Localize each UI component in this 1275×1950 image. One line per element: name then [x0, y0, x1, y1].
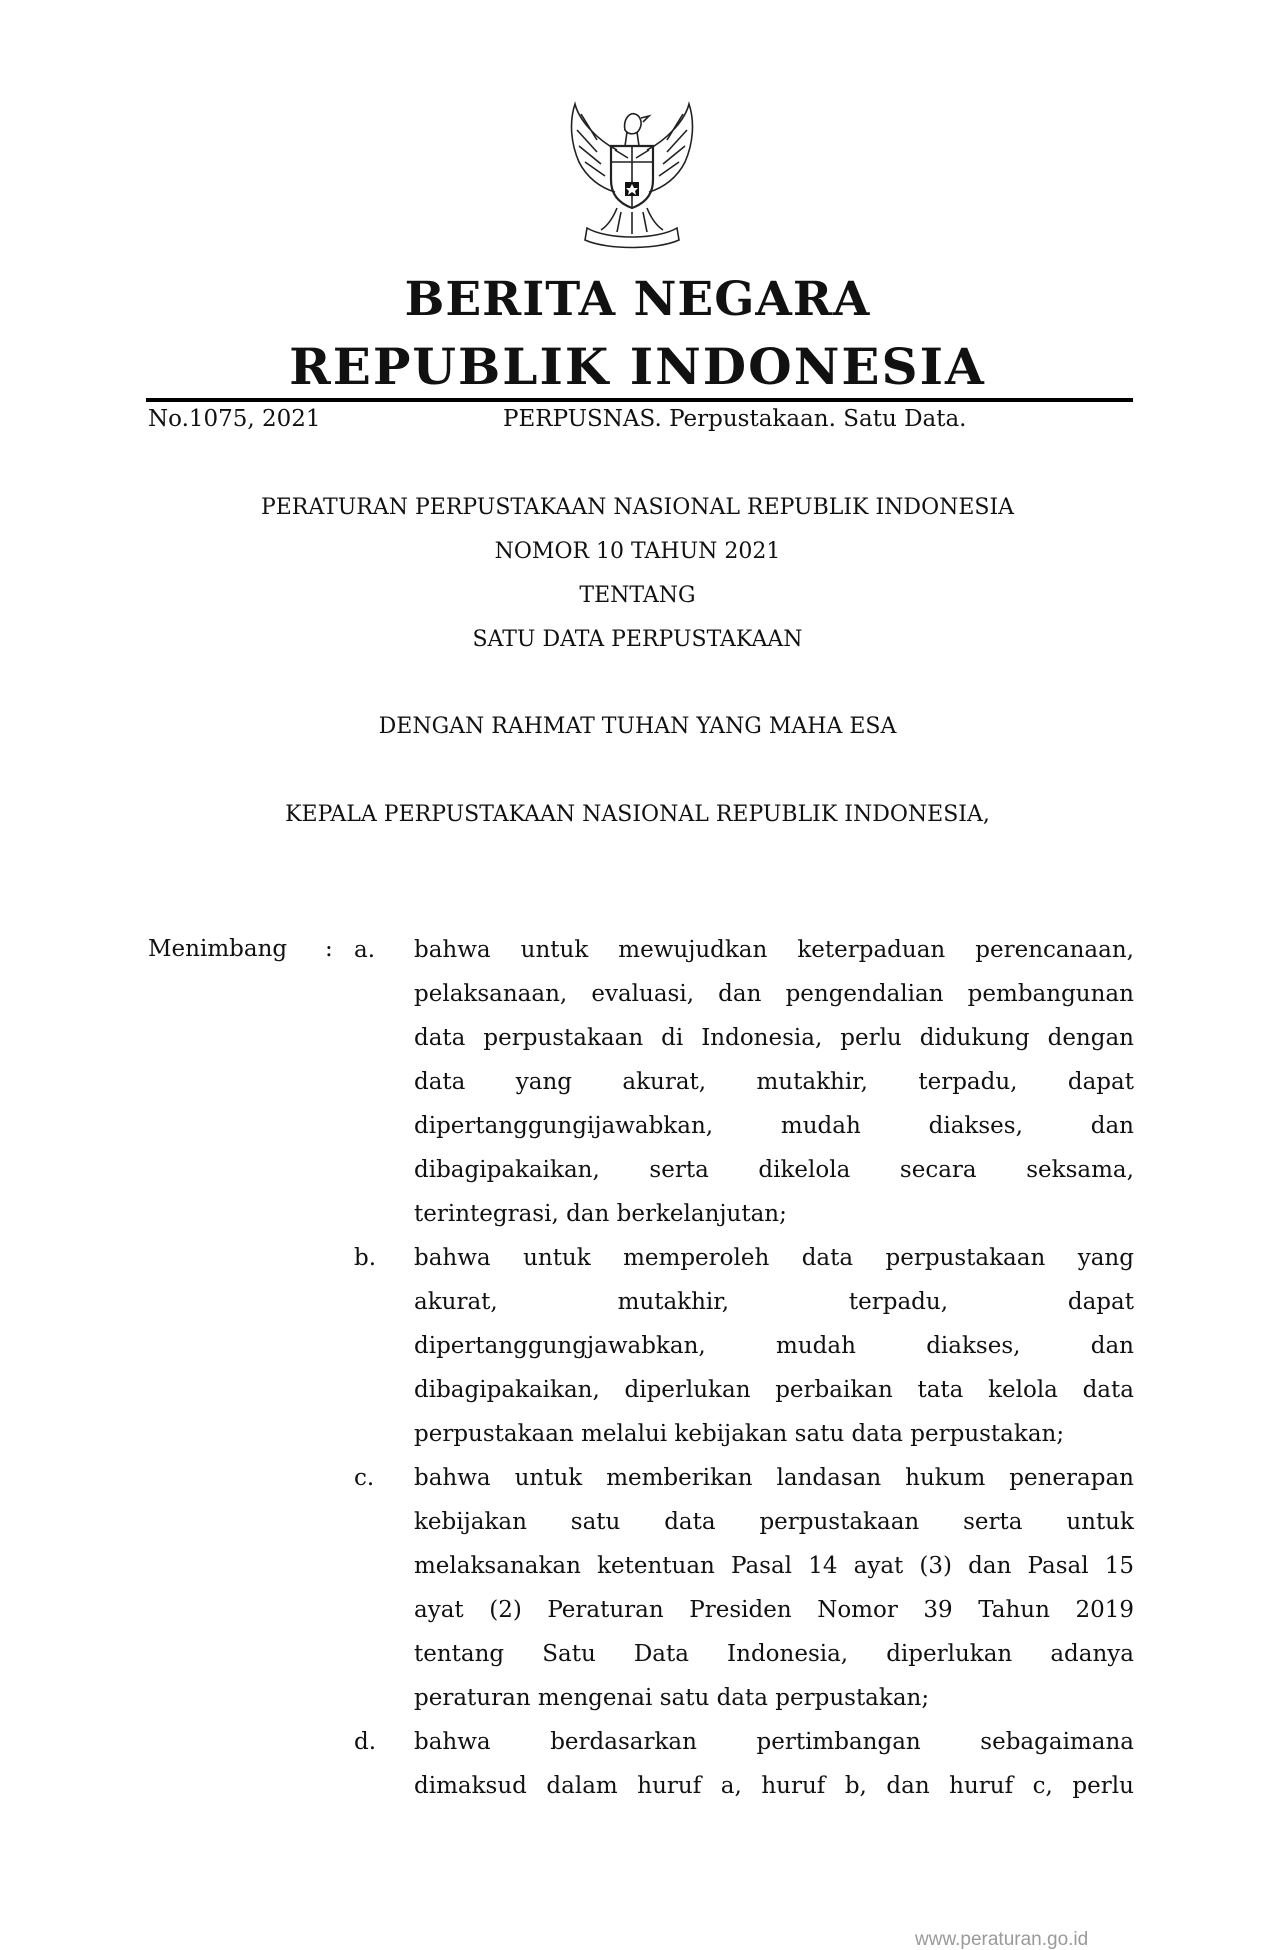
word: perlu: [840, 1025, 902, 1051]
word: Indonesia,: [701, 1025, 823, 1051]
regulation-line: PERATURAN PERPUSTAKAAN NASIONAL REPUBLIK INDONESIA: [260, 495, 1015, 520]
regulation-about: TENTANG: [579, 583, 696, 608]
word: satu: [570, 1509, 621, 1535]
word: dipertanggungijawabkan,: [414, 1113, 714, 1139]
word: data: [1082, 1377, 1134, 1403]
word: adanya: [1050, 1641, 1134, 1667]
word: dalam: [546, 1773, 618, 1799]
word: secara: [899, 1157, 977, 1183]
word: Data: [633, 1641, 689, 1667]
word: memperoleh: [623, 1245, 770, 1271]
word: evaluasi,: [591, 981, 695, 1007]
item-line: [414, 1764, 1134, 1808]
word: perpustakaan: [483, 1025, 644, 1051]
word: perbaikan: [775, 1377, 893, 1403]
word: Pasal: [731, 1553, 793, 1579]
item-letter: a.: [354, 937, 376, 963]
item-line: peraturan mengenai satu data perpustakan;: [414, 1685, 930, 1711]
word: b,: [844, 1773, 867, 1799]
word: dibagipakaikan,: [414, 1157, 600, 1183]
word: diakses,: [928, 1113, 1023, 1139]
item-body: [414, 928, 1134, 1236]
word: yang: [1077, 1245, 1134, 1271]
item-line: [414, 1280, 1134, 1324]
item-line: [414, 1588, 1134, 1632]
word: mewujudkan: [618, 937, 768, 963]
word: ayat: [414, 1597, 464, 1623]
word: akurat,: [414, 1289, 498, 1315]
word: seksama,: [1026, 1157, 1134, 1183]
masthead-subtitle: REPUBLIK INDONESIA: [289, 337, 986, 396]
item-body: [414, 1456, 1134, 1720]
word: sebagaimana: [980, 1729, 1134, 1755]
item-line: [414, 1632, 1134, 1676]
item-letter: c.: [354, 1465, 375, 1491]
word: terpadu,: [848, 1289, 949, 1315]
word: keterpaduan: [797, 937, 946, 963]
item-letter: b.: [354, 1245, 377, 1271]
item-line: perpustakaan melalui kebijakan satu data perpustakan;: [414, 1421, 1065, 1447]
word: dengan: [1047, 1025, 1134, 1051]
preamble-rahmat: DENGAN RAHMAT TUHAN YANG MAHA ESA: [378, 714, 897, 739]
word: dan: [886, 1773, 930, 1799]
word: serta: [963, 1509, 1023, 1535]
word: huruf: [949, 1773, 1014, 1799]
word: Indonesia,: [727, 1641, 849, 1667]
word: perencanaan,: [975, 937, 1134, 963]
item-line: [414, 1324, 1134, 1368]
word: data: [664, 1509, 716, 1535]
word: huruf: [637, 1773, 702, 1799]
item-line: [414, 1720, 1134, 1764]
word: perpustakaan: [759, 1509, 920, 1535]
word: terpadu,: [918, 1069, 1018, 1095]
item-line: [414, 1016, 1134, 1060]
word: dapat: [1067, 1069, 1134, 1095]
word: Tahun: [978, 1597, 1050, 1623]
word: Nomor: [817, 1597, 898, 1623]
word: kelola: [988, 1377, 1058, 1403]
item-line: [414, 928, 1134, 972]
word: (3): [919, 1553, 953, 1579]
word: dan: [968, 1553, 1012, 1579]
item-line: [414, 1544, 1134, 1588]
word: didukung: [919, 1025, 1030, 1051]
word: dipertanggungjawabkan,: [414, 1333, 706, 1359]
word: dimaksud: [414, 1773, 527, 1799]
word: c,: [1032, 1773, 1053, 1799]
word: yang: [515, 1069, 573, 1095]
word: 15: [1104, 1553, 1134, 1579]
item-line: [414, 1500, 1134, 1544]
word: dapat: [1067, 1289, 1134, 1315]
word: pengendalian: [785, 981, 944, 1007]
preamble-kepala: KEPALA PERPUSTAKAAN NASIONAL REPUBLIK INDONESIA,: [285, 802, 990, 827]
word: Satu: [542, 1641, 596, 1667]
word: bahwa: [414, 1465, 491, 1491]
considering-colon: :: [325, 936, 333, 962]
word: mudah: [780, 1113, 861, 1139]
issue-number: No.1075, 2021: [148, 406, 321, 432]
word: memberikan: [606, 1465, 753, 1491]
item-line: [414, 1236, 1134, 1280]
word: melaksanakan: [414, 1553, 581, 1579]
item-line: [414, 1148, 1134, 1192]
item-line: [414, 1456, 1134, 1500]
item-line: [414, 1368, 1134, 1412]
word: dan: [1090, 1333, 1134, 1359]
garuda-pancasila-emblem-icon: [557, 100, 707, 250]
source-watermark: www.peraturan.go.id: [915, 1929, 1089, 1950]
word: a,: [720, 1773, 742, 1799]
word: pelaksanaan,: [414, 981, 568, 1007]
word: untuk: [520, 937, 589, 963]
word: data: [801, 1245, 854, 1271]
word: ketentuan: [597, 1553, 715, 1579]
word: 14: [808, 1553, 838, 1579]
word: mutakhir,: [756, 1069, 868, 1095]
word: dan: [718, 981, 762, 1007]
word: data: [414, 1069, 466, 1095]
word: untuk: [523, 1245, 591, 1271]
word: Presiden: [689, 1597, 792, 1623]
word: penerapan: [1009, 1465, 1134, 1491]
word: dan: [1090, 1113, 1134, 1139]
word: landasan: [776, 1465, 882, 1491]
regulation-number: NOMOR 10 TAHUN 2021: [494, 539, 781, 564]
word: bahwa: [414, 937, 491, 963]
word: kebijakan: [414, 1509, 527, 1535]
word: Pasal: [1027, 1553, 1089, 1579]
regulation-title: [0, 486, 1275, 662]
word: untuk: [1066, 1509, 1134, 1535]
word: bahwa: [414, 1245, 491, 1271]
word: huruf: [761, 1773, 826, 1799]
word: bahwa: [414, 1729, 491, 1755]
word: Peraturan: [547, 1597, 664, 1623]
issue-topic: PERPUSNAS. Perpustakaan. Satu Data.: [503, 406, 967, 432]
considering-label: Menimbang: [148, 936, 288, 962]
word: mutakhir,: [617, 1289, 730, 1315]
word: tata: [917, 1377, 964, 1403]
word: perlu: [1072, 1773, 1134, 1799]
word: untuk: [514, 1465, 583, 1491]
word: mudah: [776, 1333, 856, 1359]
word: ayat: [853, 1553, 904, 1579]
word: hukum: [905, 1465, 986, 1491]
masthead-title: BERITA NEGARA: [404, 272, 871, 327]
word: serta: [649, 1157, 709, 1183]
word: dibagipakaikan,: [414, 1377, 600, 1403]
item-line: [414, 972, 1134, 1016]
word: dikelola: [758, 1157, 851, 1183]
word: data: [414, 1025, 466, 1051]
word: tentang: [414, 1641, 505, 1667]
item-line: terintegrasi, dan berkelanjutan;: [414, 1201, 787, 1227]
word: diakses,: [926, 1333, 1021, 1359]
regulation-subject: SATU DATA PERPUSTAKAAN: [472, 627, 803, 652]
word: akurat,: [622, 1069, 707, 1095]
word: 39: [923, 1597, 953, 1623]
word: pertimbangan: [756, 1729, 921, 1755]
word: berdasarkan: [550, 1729, 697, 1755]
word: 2019: [1075, 1597, 1134, 1623]
masthead-divider: [146, 398, 1133, 402]
word: (2): [489, 1597, 522, 1623]
item-body: [414, 1236, 1134, 1456]
word: diperlukan: [624, 1377, 751, 1403]
word: perpustakaan: [885, 1245, 1046, 1271]
item-body: [414, 1720, 1134, 1808]
word: di: [661, 1025, 684, 1051]
word: diperlukan: [886, 1641, 1013, 1667]
item-line: [414, 1060, 1134, 1104]
word: pembangunan: [967, 981, 1134, 1007]
item-letter: d.: [354, 1729, 377, 1755]
item-line: [414, 1104, 1134, 1148]
